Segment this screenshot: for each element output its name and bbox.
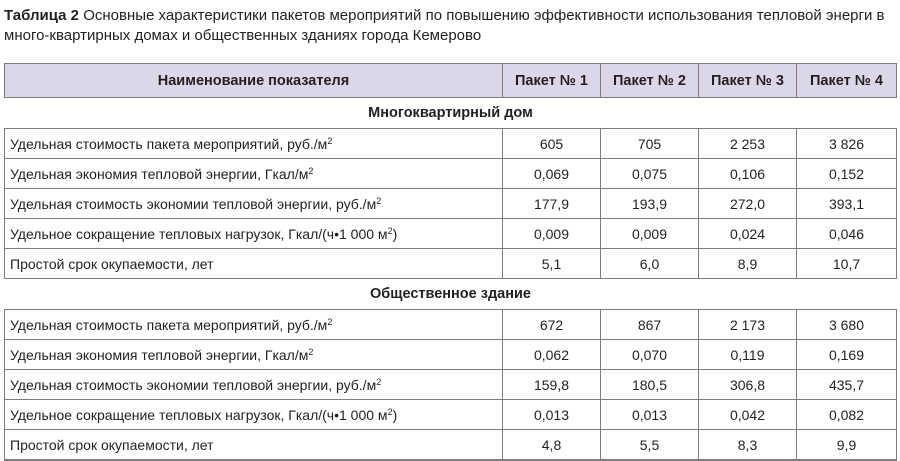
indicator-cell <box>5 129 503 159</box>
table-row <box>5 249 897 279</box>
indicator-cell <box>5 430 503 461</box>
value-cell-package-3: 0,119 <box>699 340 797 370</box>
column-header-package-4: Пакет № 4 <box>797 64 897 98</box>
table-row <box>5 129 897 159</box>
value-cell-package-4: 0,152 <box>797 159 897 189</box>
value-cell-package-1: 672 <box>503 310 601 340</box>
section-row <box>5 98 897 129</box>
section-title: Общественное здание <box>5 279 897 310</box>
unit-superscript: 2 <box>327 316 333 327</box>
indicator-cell <box>5 370 503 400</box>
table-row <box>5 430 897 461</box>
value-cell-package-3: 0,024 <box>699 219 797 249</box>
table-row <box>5 340 897 370</box>
unit-superscript: 2 <box>387 406 393 417</box>
table-body <box>5 98 897 461</box>
value-cell-package-1: 4,8 <box>503 430 601 461</box>
indicator-label: Удельная стоимость пакета мероприятий, руб./м <box>10 316 328 333</box>
indicator-cell <box>5 189 503 219</box>
indicator-cell <box>5 159 503 189</box>
indicator-label: Удельная стоимость экономии тепловой энергии, руб./м <box>10 195 377 212</box>
unit-superscript: 2 <box>327 135 333 146</box>
value-cell-package-3: 2 253 <box>699 129 797 159</box>
value-cell-package-4: 435,7 <box>797 370 897 400</box>
indicator-label: Удельная экономия тепловой энергии, Гкал/м <box>10 346 309 363</box>
value-cell-package-2: 0,070 <box>601 340 699 370</box>
unit-superscript: 2 <box>376 195 382 206</box>
indicator-label: Простой срок окупаемости, лет <box>10 436 214 453</box>
indicator-label: Простой срок окупаемости, лет <box>10 255 214 272</box>
indicator-label: Удельное сокращение тепловых нагрузок, Гкал/(ч•1 000 м <box>10 225 388 242</box>
indicator-label: Удельная стоимость пакета мероприятий, руб./м <box>10 135 328 152</box>
caption-text: Основные характеристики пакетов мероприятий по повышению эффективности использования тепловой энерги в много-квартирных домах и общественных зданиях города Кемерово <box>4 7 885 44</box>
value-cell-package-3: 0,042 <box>699 400 797 430</box>
value-cell-package-4: 3 680 <box>797 310 897 340</box>
value-cell-package-4: 0,082 <box>797 400 897 430</box>
value-cell-package-3: 2 173 <box>699 310 797 340</box>
value-cell-package-4: 0,046 <box>797 219 897 249</box>
value-cell-package-1: 177,9 <box>503 189 601 219</box>
value-cell-package-1: 5,1 <box>503 249 601 279</box>
value-cell-package-2: 0,013 <box>601 400 699 430</box>
value-cell-package-3: 306,8 <box>699 370 797 400</box>
value-cell-package-4: 10,7 <box>797 249 897 279</box>
value-cell-package-4: 393,1 <box>797 189 897 219</box>
section-row <box>5 279 897 310</box>
value-cell-package-2: 0,075 <box>601 159 699 189</box>
value-cell-package-1: 0,013 <box>503 400 601 430</box>
value-cell-package-4: 9,9 <box>797 430 897 461</box>
table-row <box>5 310 897 340</box>
column-header-package-3: Пакет № 3 <box>699 64 797 98</box>
caption-label: Таблица 2 <box>4 7 80 24</box>
value-cell-package-2: 5,5 <box>601 430 699 461</box>
value-cell-package-2: 6,0 <box>601 249 699 279</box>
value-cell-package-4: 3 826 <box>797 129 897 159</box>
value-cell-package-2: 867 <box>601 310 699 340</box>
indicator-label: Удельная стоимость экономии тепловой энергии, руб./м <box>10 376 377 393</box>
column-header-indicator: Наименование показателя <box>5 64 503 98</box>
value-cell-package-1: 159,8 <box>503 370 601 400</box>
value-cell-package-2: 0,009 <box>601 219 699 249</box>
value-cell-package-2: 180,5 <box>601 370 699 400</box>
value-cell-package-2: 705 <box>601 129 699 159</box>
value-cell-package-1: 0,069 <box>503 159 601 189</box>
unit-superscript: 2 <box>308 165 314 176</box>
unit-superscript: 2 <box>387 225 393 236</box>
section-title: Многоквартирный дом <box>5 98 897 129</box>
indicator-cell <box>5 219 503 249</box>
value-cell-package-1: 605 <box>503 129 601 159</box>
indicator-label: Удельное сокращение тепловых нагрузок, Гкал/(ч•1 000 м <box>10 406 388 423</box>
indicator-cell <box>5 340 503 370</box>
column-header-package-1: Пакет № 1 <box>503 64 601 98</box>
header-row <box>5 64 897 98</box>
table-caption <box>4 6 896 46</box>
indicator-cell <box>5 310 503 340</box>
value-cell-package-4: 0,169 <box>797 340 897 370</box>
value-cell-package-3: 272,0 <box>699 189 797 219</box>
value-cell-package-3: 8,9 <box>699 249 797 279</box>
indicator-label: Удельная экономия тепловой энергии, Гкал/м <box>10 165 309 182</box>
value-cell-package-1: 0,062 <box>503 340 601 370</box>
value-cell-package-1: 0,009 <box>503 219 601 249</box>
unit-superscript: 2 <box>376 376 382 387</box>
indicator-cell <box>5 400 503 430</box>
value-cell-package-2: 193,9 <box>601 189 699 219</box>
indicator-cell <box>5 249 503 279</box>
table-row <box>5 189 897 219</box>
unit-suffix: ) <box>392 406 398 423</box>
value-cell-package-3: 8,3 <box>699 430 797 461</box>
unit-suffix: ) <box>392 225 398 242</box>
table-row <box>5 219 897 249</box>
characteristics-table <box>4 63 897 461</box>
table-row <box>5 370 897 400</box>
column-header-package-2: Пакет № 2 <box>601 64 699 98</box>
table-row <box>5 400 897 430</box>
value-cell-package-3: 0,106 <box>699 159 797 189</box>
unit-superscript: 2 <box>308 346 314 357</box>
table-row <box>5 159 897 189</box>
